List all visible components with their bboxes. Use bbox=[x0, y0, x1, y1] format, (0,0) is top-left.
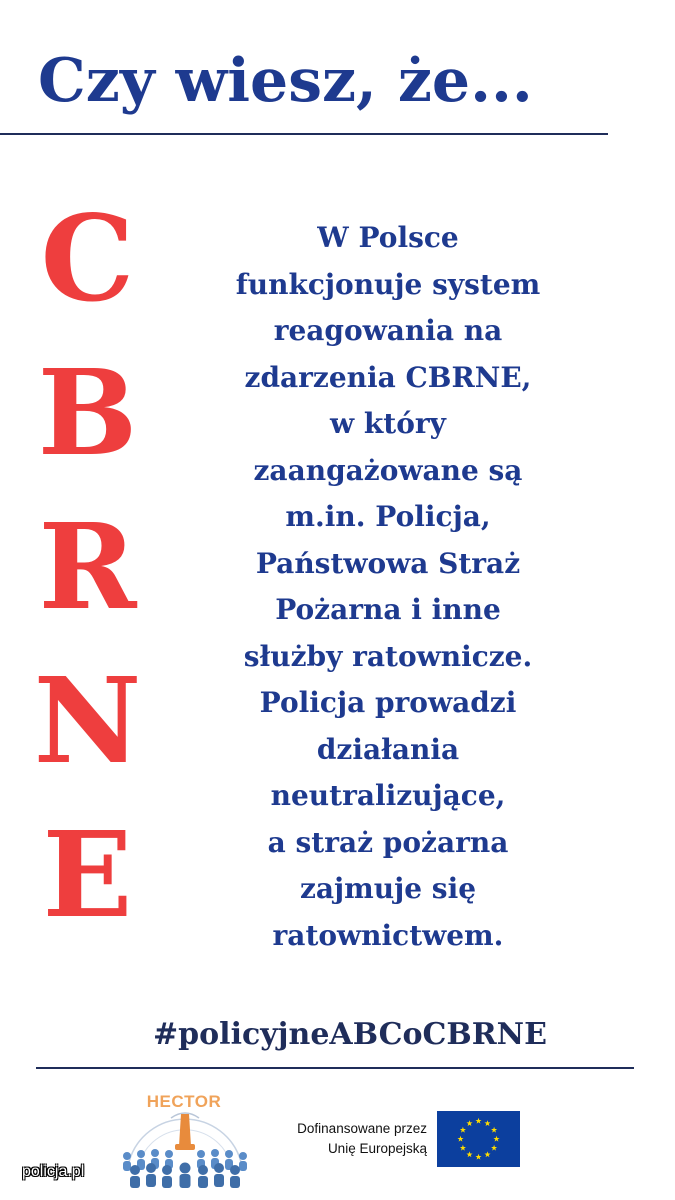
footer-divider bbox=[36, 1067, 634, 1069]
paragraph-line: W Polsce bbox=[317, 221, 459, 254]
paragraph-line: zdarzenia CBRNE, bbox=[244, 360, 532, 394]
paragraph-line: w który bbox=[330, 407, 446, 440]
acronym-letter-c: C bbox=[40, 189, 135, 328]
campaign-hashtag: #policyjneABCoCBRNE bbox=[153, 1017, 547, 1052]
title-divider bbox=[0, 133, 608, 135]
acronym-letter-b: B bbox=[37, 343, 138, 482]
hector-logo bbox=[115, 1084, 255, 1190]
hector-logo-text: HECTOR bbox=[146, 1092, 222, 1111]
eu-funding-caption bbox=[265, 1119, 427, 1159]
acronym-letter-n: N bbox=[33, 651, 142, 790]
acronym-letter-r: R bbox=[38, 497, 137, 636]
eu-flag-icon bbox=[437, 1111, 520, 1167]
paragraph-line: Policja prowadzi bbox=[259, 686, 517, 719]
acronym-letter-e: E bbox=[42, 805, 133, 944]
paragraph-line: Pożarna i inne bbox=[275, 593, 501, 626]
paragraph-line: m.in. Policja, bbox=[285, 500, 491, 533]
page-title: Czy wiesz, że... bbox=[38, 46, 533, 116]
eu-caption-line: Dofinansowane przez bbox=[297, 1121, 427, 1136]
source-watermark: policja.pl bbox=[22, 1163, 85, 1180]
paragraph-line: reagowania na bbox=[273, 314, 503, 347]
info-paragraph bbox=[200, 215, 576, 959]
paragraph-line: ratownictwem. bbox=[272, 918, 504, 952]
paragraph-line: a straż pożarna bbox=[267, 825, 509, 859]
eu-caption-line: Unię Europejską bbox=[327, 1141, 427, 1156]
paragraph-line: działania bbox=[316, 732, 460, 766]
paragraph-line: neutralizujące, bbox=[270, 779, 506, 812]
cbrne-acronym bbox=[0, 182, 175, 952]
paragraph-line: służby ratownicze. bbox=[243, 639, 533, 673]
paragraph-line: zajmuje się bbox=[299, 872, 477, 905]
paragraph-line: funkcjonuje system bbox=[235, 267, 541, 301]
paragraph-line: zaangażowane są bbox=[253, 453, 523, 487]
paragraph-line: Państwowa Straż bbox=[255, 546, 521, 580]
